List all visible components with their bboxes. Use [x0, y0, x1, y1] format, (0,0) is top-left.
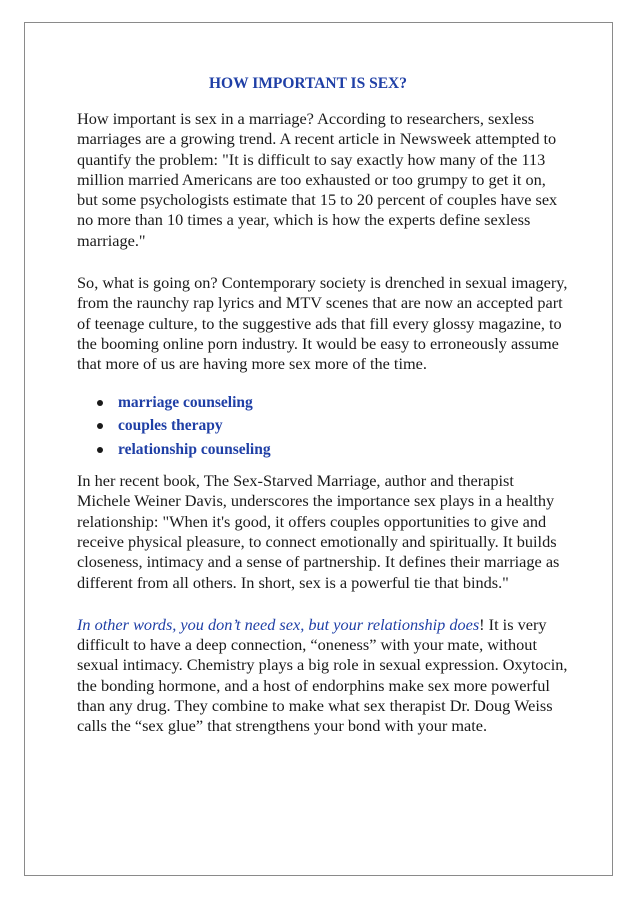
link-marriage-counseling[interactable]: marriage counseling [118, 393, 253, 411]
paragraph-intro: How important is sex in a marriage? According to researchers, sexless marriages are a growing trend. A recent article in Newsweek attempted to quantify the problem: "It is difficult to say exactly how many of the 113 million married Americans are too exhausted or too grumpy to get it on, but some psychologists estimate that 15 to 20 percent of couples have sex no more than 10 times a year, which is how the experts define sexless marriage." [77, 109, 558, 250]
bullet-icon [97, 400, 103, 406]
list-item [77, 414, 569, 438]
list-item [77, 438, 569, 462]
paragraph-book: In her recent book, The Sex-Starved Marriage, author and therapist Michele Weiner Davis, underscores the importance sex plays in a healthy relationship: "When it's good, it offers couples opportunities to give and receive physical pleasure, to connect emotionally and spiritually. It builds closeness, intimacy and a sense of partnership. It defines their marriage as different from all others. In short, sex is a powerful tie that binds." [77, 471, 560, 592]
document-body [77, 74, 569, 759]
paragraph-closing [77, 615, 569, 737]
closing-emphasis: In other words, you don’t need sex, but your relationship does [77, 614, 480, 634]
bullet-icon [97, 447, 103, 453]
closing-text: ! It is very difficult to have a deep connection, “oneness” with your mate, without sexual intimacy. Chemistry plays a big role in sexual expression. Oxytocin, the bonding hormone, and a host of endorphins make sex more powerful than any drug. They combine to make what sex therapist Dr. Doug Weiss calls the “sex glue” that strengthens your bond with your mate. [77, 614, 568, 736]
link-couples-therapy[interactable]: couples therapy [118, 417, 223, 435]
page-title: HOW IMPORTANT IS SEX? [209, 75, 407, 92]
link-relationship-counseling[interactable]: relationship counseling [118, 440, 271, 458]
bullet-icon [97, 423, 103, 429]
paragraph-society: So, what is going on? Contemporary society is drenched in sexual imagery, from the raunchy rap lyrics and MTV scenes that are now an accepted part of teenage culture, to the suggestive ads that fill every glossy magazine, to the booming online porn industry. It would be easy to erroneously assume that more of us are having more sex more of the time. [77, 273, 568, 374]
link-list [77, 391, 569, 462]
list-item [77, 391, 569, 415]
